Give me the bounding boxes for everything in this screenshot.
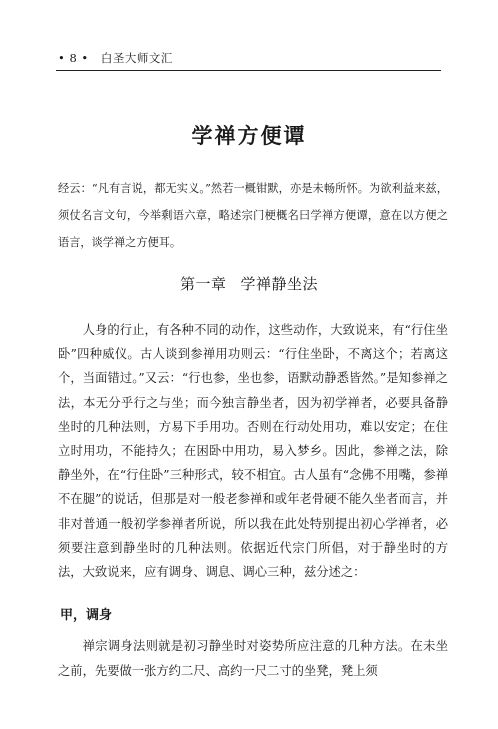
article-title: 学禅方便谭	[191, 124, 307, 148]
chapter-name: 学禅静坐法	[240, 275, 319, 293]
header-rule	[56, 70, 441, 71]
running-header	[58, 50, 173, 66]
chapter-body	[58, 318, 448, 584]
body-paragraph: 人身的行止，有各种不同的动作，这些动作，大致说来，有“行住坐卧”四种威仪。古人谈到参禅用功则云：“行住坐卧，不离这个；若离这个，当面错过。”又云：“行也参，坐也参，语默动静悉皆然。”是知参禅之法，本无分乎行之与坐；而今独言静坐者，因为初学禅者，必要具备静坐时的几种法则，方易下手用功。否则在行动处用功，难以安定；在住立时用功，不能持久；在困卧中用功，易入梦乡。因此，参禅之法，除静坐外，在“行住卧”三种形式，较不相宜。古人虽有“念佛不用嘴，参禅不在腿”的说话，但那是对一般老参禅和或年老骨硬不能久坐者而言，并非对普通一般初学参禅者所说，所以我在此处特别提出初心学禅者，必须要注意到静坐时的几种法则。依据近代宗门所倡，对于静坐时的方法，大致说来，应有调身、调息、调心三种，兹分述之：	[58, 323, 448, 580]
chapter-number: 第一章	[179, 275, 227, 293]
page-number: • 8 •	[58, 51, 89, 65]
section-paragraph: 禅宗调身法则就是初习静坐时对姿势所应注意的几种方法。在未坐之前，先要做一张方约二尺、高约一尺二寸的坐凳，凳上须	[58, 639, 448, 678]
section-body	[58, 634, 448, 684]
preface-text: 经云：“凡有言说，都无实义。”然若一概钳默，亦是未畅所怀。为欲利益来兹，须仗名言文句，今举剩语六章，略述宗门梗概名曰学禅方便谭，意在以方便之语言，谈学禅之方便耳。	[58, 182, 448, 249]
chapter-heading	[0, 273, 498, 294]
preface	[58, 175, 448, 256]
book-title: 白圣大师文汇	[100, 51, 173, 65]
section-heading: 甲，调身	[60, 608, 113, 623]
